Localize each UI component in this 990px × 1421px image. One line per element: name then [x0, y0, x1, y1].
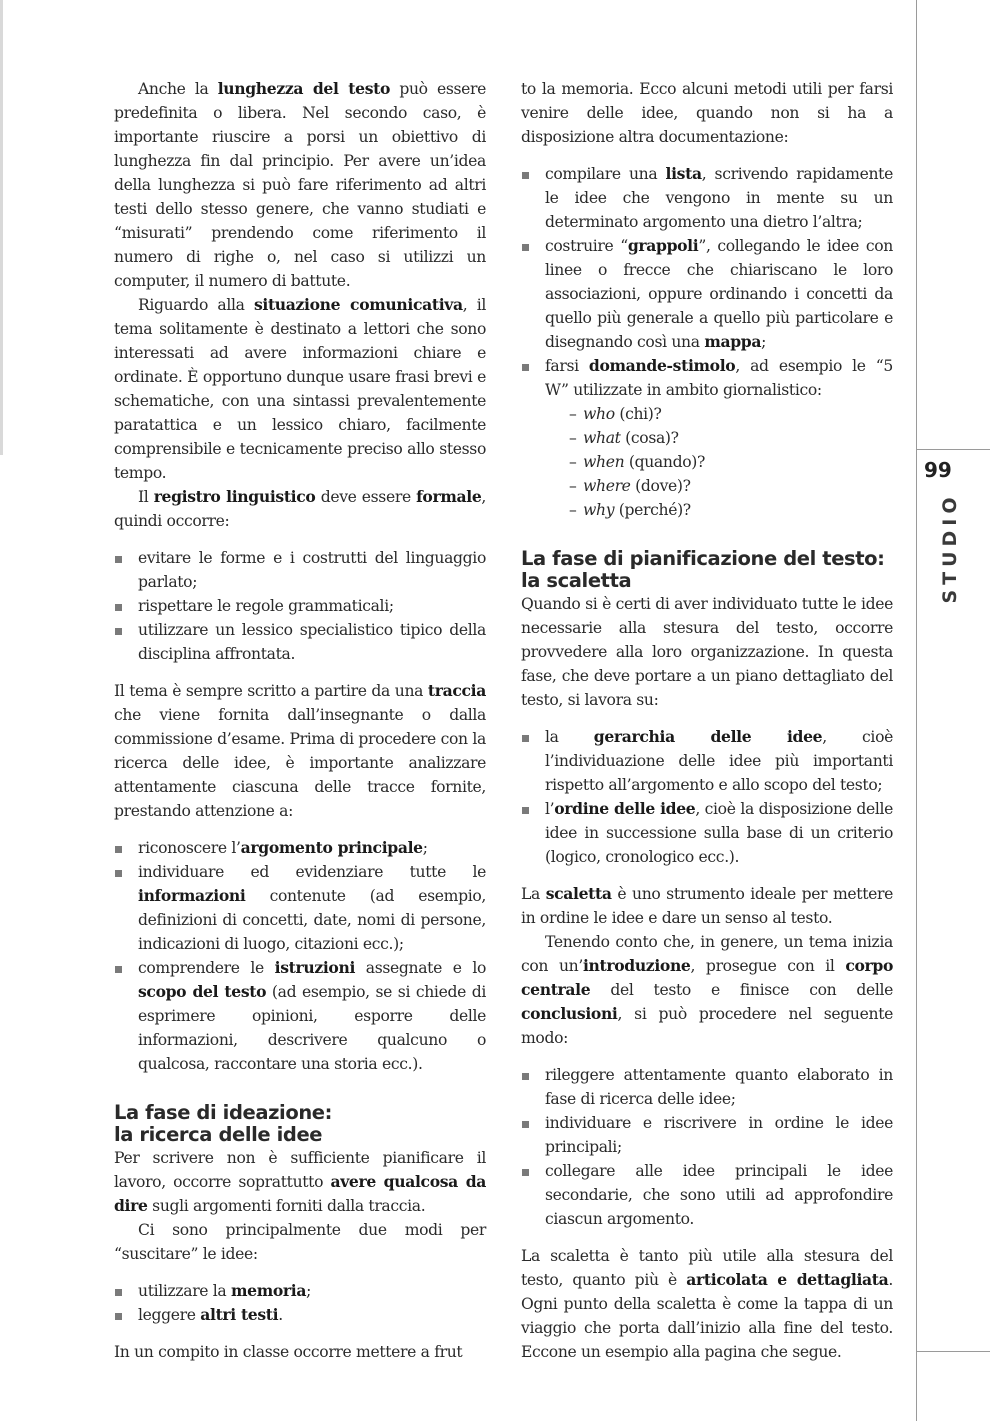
five-w-list	[545, 402, 893, 522]
list-item: la gerarchia delle idee, cioè l’individuazione delle idee più importanti rispetto all’argomento e allo scopo del testo;	[521, 725, 893, 797]
heading-ideazione: La fase di ideazione: la ricerca delle idee	[114, 1101, 333, 1146]
list-item: rileggere attentamente quanto elaborato in fase di ricerca delle idee;	[521, 1063, 893, 1111]
list-procedura	[521, 1063, 893, 1231]
paragraph-scaletta: La scaletta è uno strumento ideale per mettere in ordine le idee e dare un senso al testo.	[521, 884, 893, 927]
list-item: individuare ed evidenziare tutte le informazioni contenute (ad esempio, definizioni di concetti, date, nomi di persone, indicazioni di luogo, citazioni ecc.);	[114, 860, 486, 956]
list-item: comprendere le istruzioni assegnate e lo scopo del testo (ad esempio, se si chiede di esprimere opinioni, esporre delle informazioni, descrivere qualcuno o qualcosa, raccontare una storia ecc.).	[114, 956, 486, 1076]
five-w-item: – when (quando)?	[569, 450, 893, 474]
list-organizzazione	[521, 725, 893, 869]
five-w-item: – who (chi)?	[569, 402, 893, 426]
paragraph-pianificazione: Quando si è certi di aver individuato tutte le idee necessarie alla stesura del testo, occorre provvedere alla loro organizzazione. In questa fase, che deve portare a un piano dettagliato del testo, si lavora su:	[521, 595, 893, 709]
page-gutter-shadow	[0, 0, 3, 455]
paragraph-struttura: Tenendo conto che, in genere, un tema inizia con un’introduzione, prosegue con il corpo centrale del testo e finisce con delle conclusioni, si può procedere nel seguente modo:	[521, 933, 893, 1047]
five-w-item: – where (dove)?	[569, 474, 893, 498]
paragraph-compito: In un compito in classe occorre mettere a frut	[114, 1343, 463, 1361]
list-item: utilizzare la memoria;	[114, 1279, 486, 1303]
list-item: costruire “grappoli”, collegando le idee con linee o frecce che chiariscano le loro associazioni, oppure ordinando i concetti da quello più generale a quello più particolare e disegnando così una mappa;	[521, 234, 893, 354]
five-w-item: – what (cosa)?	[569, 426, 893, 450]
paragraph-lunghezza: Anche la lunghezza del testo può essere predefinita o libera. Nel secondo caso, è importante riuscire a porsi un obiettivo di lunghezza fin dal principio. Per avere un’idea della lunghezza si può fare riferimento ad altri testi dello stesso genere, che vanno studiati e “misurati” prendendo come riferimento il numero di righe o, nel caso si utilizzi un computer, il numero di battute.	[114, 79, 487, 290]
list-item: evitare le forme e i costrutti del linguaggio parlato;	[114, 546, 486, 594]
margin-rule	[916, 0, 917, 1421]
section-label: STUDIO	[939, 492, 961, 604]
paragraph-conclusione: La scaletta è tanto più utile alla stesura del testo, quanto più è articolata e dettagliata. Ogni punto della scaletta è come la tappa di un viaggio che porta dall’inizio alla fine del testo. Eccone un esempio alla pagina che segue.	[521, 1247, 893, 1361]
list-registro	[114, 546, 486, 666]
paragraph-memoria: to la memoria. Ecco alcuni metodi utili per farsi venire delle idee, quando non si ha a disposizione altra documentazione:	[521, 80, 893, 146]
paragraph-situazione: Riguardo alla situazione comunicativa, il tema solitamente è destinato a lettori che sono interessati ad avere informazioni chiare e ordinate. È opportuno dunque usare frasi brevi e schematiche, con una sintassi prevalentemente paratattica e un lessico chiaro, facilmente comprensibile e tecnicamente preciso allo stesso tempo.	[114, 295, 486, 482]
list-analisi-tracce	[114, 836, 486, 1076]
list-item: riconoscere l’argomento principale;	[114, 836, 486, 860]
paragraph-modi: Ci sono principalmente due modi per “suscitare” le idee:	[114, 1221, 486, 1263]
paragraph-registro: Il registro linguistico deve essere formale, quindi occorre:	[114, 487, 486, 530]
heading-pianificazione: La fase di pianificazione del testo: la scaletta	[521, 547, 885, 592]
list-item: l’ordine delle idee, cioè la disposizione delle idee in successione sulla base di un criterio (logico, cronologico ecc.).	[521, 797, 893, 869]
left-column	[114, 77, 486, 1364]
list-item: leggere altri testi.	[114, 1303, 486, 1327]
right-column	[521, 77, 893, 1364]
margin-divider-top	[916, 449, 990, 450]
list-metodi	[521, 162, 893, 522]
list-item: collegare alle idee principali le idee secondarie, che sono utili ad approfondire ciascun argomento.	[521, 1159, 893, 1231]
paragraph-traccia: Il tema è sempre scritto a partire da una traccia che viene fornita dall’insegnante o dalla commissione d’esame. Prima di procedere con la ricerca delle idee, è importante analizzare attentamente ciascuna delle tracce fornite, prestando attenzione a:	[114, 681, 486, 820]
margin-divider-bottom	[916, 1351, 990, 1352]
list-item: compilare una lista, scrivendo rapidamente le idee che vengono in mente su un determinato argomento una dietro l’altra;	[521, 162, 893, 234]
list-item: utilizzare un lessico specialistico tipico della disciplina affrontata.	[114, 618, 486, 666]
list-item: farsi domande-stimolo, ad esempio le “5 W” utilizzate in ambito giornalistico: – who (chi)? – what (cosa)? – when (quando)? – where (dove)? – why (perché)?	[521, 354, 893, 522]
list-item: rispettare le regole grammaticali;	[114, 594, 486, 618]
five-w-item: – why (perché)?	[569, 498, 893, 522]
list-item: individuare e riscrivere in ordine le idee principali;	[521, 1111, 893, 1159]
page-number: 99	[924, 458, 952, 482]
paragraph-ideazione: Per scrivere non è sufficiente pianificare il lavoro, occorre soprattutto avere qualcosa da dire sugli argomenti forniti dalla traccia.	[114, 1149, 487, 1215]
list-modi	[114, 1279, 486, 1327]
